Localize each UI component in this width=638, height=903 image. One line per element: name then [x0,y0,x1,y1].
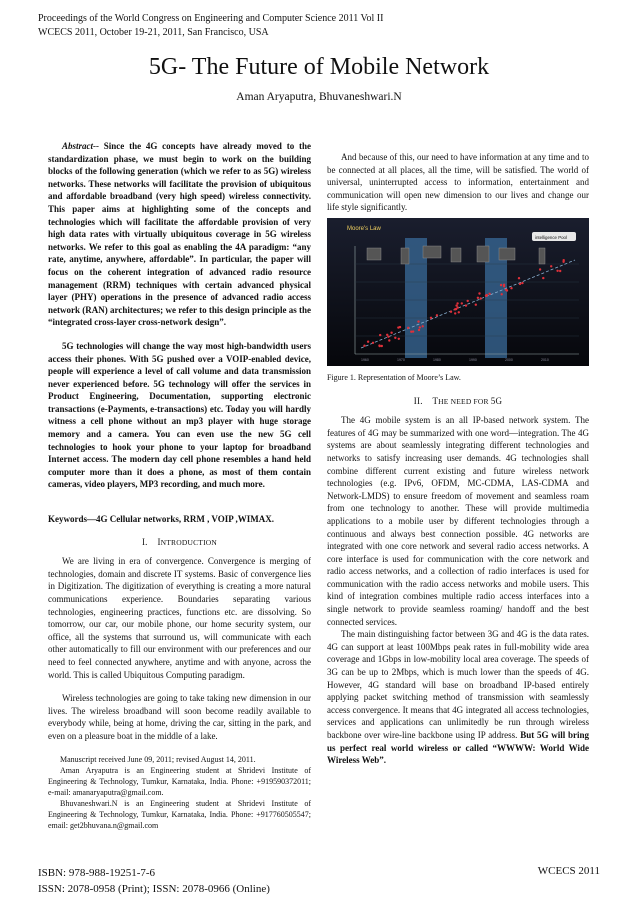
section-heading-need-for-5g: II. THE NEED FOR 5G [413,395,503,406]
trend-point [510,287,512,289]
trend-point [388,339,390,341]
intro-paragraph-1: We are living in era of convergence. Convergence is merging of technologies, domain and discrete IT systems. Basic of convergence lies in Digitization. The digitization of everything is creating a more natural communications experience. Boundaries separating various technologies, engineering practices, functions etc. are dissolving. So tomorrow, our car, our mobile phone, our home security system, our office, all the systems that surround us, will communicate with each other automatically to fill our environment with our preferences and our need to feel connected anywhere, anytime and with anyone, across the world. This is called Ubiquitous Computing paradigm. [48,556,311,680]
trend-point [456,302,458,304]
trend-point [478,292,480,294]
svg-text:1960: 1960 [361,357,369,362]
proceedings-header [38,12,383,40]
paper-title: 5G- The Future of Mobile Network [148,54,490,80]
issn: ISSN: 2078-0958 (Print); ISSN: 2078-0966 (Online) [38,883,270,895]
moores-law-graphic [327,218,589,366]
trend-point [480,297,482,299]
abstract-text: Since the 4G concepts have already moved to the standardization phase, we must begin to work on the building blocks of the following generation (which we refer to as 5G) wireless networks. These networks will facilitate the provision of ubiquitous and affordable broadband (very high speed) wireless connectivity. This paper aims at highlighting some of the concepts and technologies which will facilitate the affordable provision of very high data rates with virtually ubiquitous coverage in 5G wireless networks. We refer to this goal as enabling the 4A paradigm: “any rate, anytime, anywhere, affordable”. In particular, the paper will focus on the coherent integration of advanced radio resource management (RRM) techniques with certain advanced physical layer (PHY) operations in the presence of advanced radio access network (RAN) architectures; we refer to this design principle as the “integrated cross-layer cross-network design”. [48,141,311,328]
need-for-5g-paragraph-2: The main distinguishing factor between 3G and 4G is the data rates. 4G can support at least 100Mbps peak rates in full-mobility wide area coverage and 1Gbps in low-mobility local area coverage. The speeds of 3G can be up to 2Mbps, which is much lower than the speeds of 4G. However, 4G standard will base on broadband IP-based entirely applying packet switching method of transmission with seamlessly access convergence. It means that 4G integrated all access technologies, services and applications can unlimitedly be run through wireless backbone over wire-line backbone using IP address. But 5G will bring us perfect real world wireless or called “WWWW: World Wide Wireless Web”. [327,629,590,766]
trend-point [430,317,432,319]
convergence-paragraph: And because of this, our need to have information at any time and to be connected at all places, all the time, will be satisfied. The world of universal, uninterrupted access to information, entertainment and communication will open new dimension to our lives and change our life style significantly. [327,152,589,213]
trend-point [475,303,477,305]
svg-text:1980: 1980 [433,357,441,362]
author-notes [48,754,311,831]
trend-point [407,327,409,329]
keywords: Keywords—4G Cellular networks, RRM , VOIP ,WIMAX. [48,514,274,525]
trend-point [477,297,479,299]
trend-point [419,326,421,328]
section-heading-introduction: I. INTRODUCTION [141,536,218,547]
svg-text:2010: 2010 [541,357,549,362]
right-column [327,151,589,767]
trend-point [458,311,460,313]
trend-point [363,344,365,346]
trend-point [521,282,523,284]
svg-text:2000: 2000 [505,357,513,362]
abstract-paragraph-2: 5G technologies will change the way most high-bandwidth users access their phones. With 5G pushed over a VOIP-enabled device, people will experience a level of call volume and data transmission never experienced before. 5G technology will offer the services in Product Engineering, Documentation, supporting electronic transactions (e-Payments, e-transactions) etc. Today you will hardly witness a cell phone without an mp3 player with huge storage memory and a camera. You can even use the new 5G cell technologies to hook your phone to your laptop for broadband Internet access. The modern day cell phone resembles a hand held computer more than it does a phone, as most of them contain cameras, video players, MP3 recording, and much more. [48,340,311,490]
footer-left [38,865,270,897]
trend-point [539,268,541,270]
trend-point [506,289,508,291]
trend-point [562,261,564,263]
trend-point [417,320,419,322]
trend-point [500,284,502,286]
svg-text:1990: 1990 [469,357,477,362]
wwww-statement: But 5G will bring us perfect real world wireless or called “WWWW: World Wide Wireless Web”. [327,730,590,766]
trend-point [418,329,420,331]
trend-point [454,308,456,310]
trend-point [559,270,561,272]
trend-point [381,345,383,347]
header-line-1: Proceedings of the World Congress on Engineering and Computer Science 2011 Vol II [38,13,384,24]
trend-point [488,293,490,295]
trend-point [503,285,505,287]
isbn: ISBN: 978-988-19251-7-6 [38,867,156,879]
figure-caption: Figure 1. Representation of Moore’s Law. [327,372,461,382]
trend-point [550,265,552,267]
moores-law-figure [327,218,589,366]
trend-point [519,283,521,285]
trend-point [542,277,544,279]
figure-title: Moore's Law [347,225,381,232]
trend-point [518,277,520,279]
trend-point [422,325,424,327]
trend-point [397,326,399,328]
manuscript-received-note: Manuscript received June 09, 2011; revised August 14, 2011. [60,754,256,764]
trend-point [390,331,392,333]
abstract-label: Abstract-- [62,141,99,151]
trend-point [461,302,463,304]
trend-point [467,300,469,302]
section-number: I. [141,536,148,547]
left-column [48,140,311,831]
trend-point [465,304,467,306]
section-number: II. [413,395,423,406]
trend-point [387,335,389,337]
trend-point [436,314,438,316]
trend-point [410,330,412,332]
trend-point [398,338,400,340]
trend-point [454,312,456,314]
trend-point [394,337,396,339]
header-line-2: WCECS 2011, October 19-21, 2011, San Francisco, USA [38,27,269,38]
intro-paragraph-2: Wireless technologies are going to take taking new dimension in our lives. The wireless broadband will soon become readily available to everybody while, being at home, driving the car, sitting in the park, and even on a pleasure boat in the middle of a lake. [48,693,311,741]
trend-point [372,342,374,344]
trend-point [556,270,558,272]
trend-point [379,334,381,336]
trend-point [501,293,503,295]
trend-point [379,345,381,347]
trend-point [450,310,452,312]
trend-point [367,340,369,342]
paper-authors: Aman Aryaputra, Bhuvaneshwari.N [236,91,402,103]
figure-inset-label: intelligence Pool [535,234,567,240]
footer-event: WCECS 2011 [537,865,600,877]
svg-text:1970: 1970 [397,357,405,362]
author-note-bhuvaneshwari: Bhuvaneshwari.N is an Engineering student at Shridevi Institute of Engineering & Technology, Tumkur, Karnataka, India. Phone: +917760505547; email: get2bhuvana.n@gmail.com [48,798,311,830]
trend-point [457,306,459,308]
need-for-5g-paragraph-1: The 4G mobile system is an all IP-based network system. The features of 4G may be summarized with one word—integration. The 4G systems are about seamlessly integrating different technologies and networks to satisfy increasing user demands. 4G technologies shall combine different current existing and future wireless network technologies (e.g. IPv6, OFDM, MC-CDMA, LAS-CDMA and Network-LMDS) to ensure freedom of movement and seamless roam from one technology to another. These will provide multimedia applications to a mobile user by different technologies through a continuous and always best connection possible. 4G networks are integrated with one core network and several radio access networks. A core interface is used for communication with the core network and radio access networks, and a collection of radio interfaces is used for communication with the radio access networks and mobile users. This kind of integration combines multiple radio access interfaces into a single network to provide seamless roaming/ handoff and the best connected services. [327,415,589,627]
trend-point [485,295,487,297]
author-note-aman: Aman Aryaputra is an Engineering student at Shridevi Institute of Engineering & Technology, Tumkur, Karnataka, India. Phone: +919590372011; e-mail: amanaryaputra@gmail.com. [48,765,311,797]
abstract-paragraph [48,140,311,329]
